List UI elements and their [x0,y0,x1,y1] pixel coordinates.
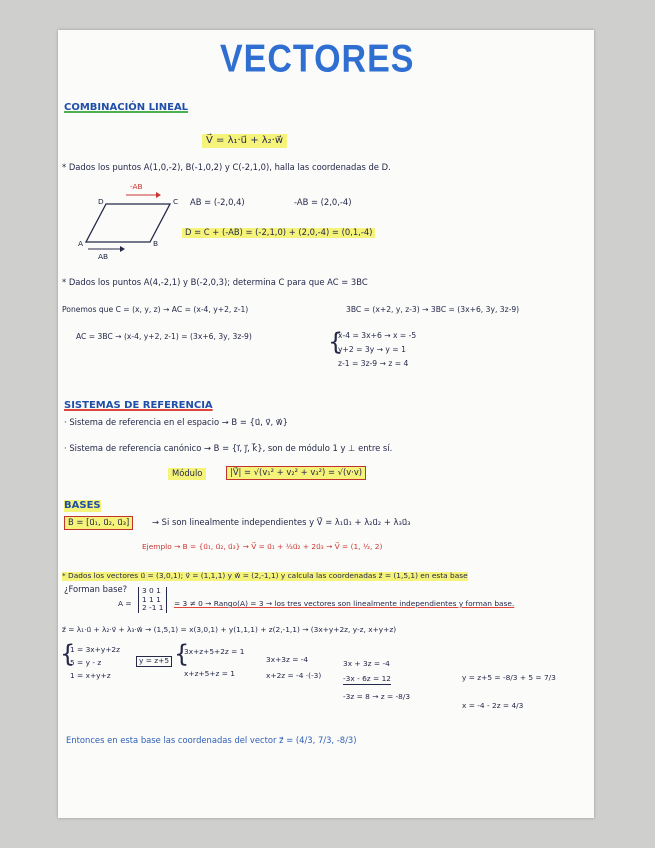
matrix-row-3: 2 -1 1 [142,603,164,613]
matrix-row-1: 3 0 1 [142,586,161,595]
bases-final: Entonces en esta base las coordenadas del vector z⃗ = (4/3, 7/3, -8/3) [66,735,357,745]
ex1-statement: * Dados los puntos A(1,0,-2), B(-1,0,2) y C(-2,1,0), halla las coordenadas de D. [62,162,391,172]
matrix-result: = 3 ≠ 0 → Rango(A) = 3 → los tres vectores son linealmente independientes y forman base. [174,599,515,608]
matrix-row-2: 1 1 1 [142,594,161,604]
bases-combo: z⃗ = λ₁·u⃗ + λ₂·v⃗ + λ₃·w⃗ → (1,5,1) = x(3,0,1) + y(1,1,1) + z(2,-1,1) → (3x+y+2z, y-z, x+y+z) [62,625,397,634]
ex2-line2: AC = 3BC → (x-4, y+2, z-1) = (3x+6, 3y, 3z-9) [76,332,252,341]
bases-d1: 3x+3z = -4 [266,655,309,664]
ex1-neg-ab: -AB = (2,0,-4) [294,197,352,207]
bases-s1: 1 = 3x+y+2z [70,645,121,654]
bases-system-brace: { [60,640,76,668]
bases-example: Ejemplo → B = {u⃗₁, u⃗₂, u⃗₃} → V⃗ = u⃗₁ + ½u⃗₂ + 2u⃗₃ → V⃗ = (1, ½, 2) [142,542,383,551]
sistemas-line1: · Sistema de referencia en el espacio → B = {u⃗, v⃗, w⃗} [64,417,288,427]
bases-definition: B = [u⃗₁, u⃗₂, u⃗₃] [64,516,133,530]
label-point-d: D [98,197,104,206]
label-point-b: B [153,239,159,248]
bases-ex-statement: * Dados los vectores u⃗ = (3,0,1); v⃗ = (1,1,1) y w⃗ = (2,-1,1) y calcula las coordenadas z⃗ = (1,5,1) en esta base [62,571,468,580]
label-point-a: A [78,239,84,248]
label-neg-ab-top: -AB [130,182,143,191]
ex2-line1: Ponemos que C = (x, y, z) → AC = (x-4, y+2, z-1) [62,305,249,314]
parallelogram-shape [86,204,170,242]
bases-c2: x+z+5+z = 1 [184,669,236,678]
section-sistemas-referencia: SISTEMAS DE REFERENCIA [64,400,213,411]
notebook-page [58,30,594,818]
matrix-prefix: A = [118,599,132,608]
neg-ab-arrowhead [156,192,161,198]
bases-question: ¿Forman base? [64,584,128,594]
label-point-c: C [173,197,179,206]
bases-r2: x = -4 - 2z = 4/3 [462,701,524,710]
bases-d2: x+2z = -4 ·(-3) [266,671,322,680]
modulo-label: Módulo [168,468,206,480]
bases-sub-y: y = z+5 [136,656,172,667]
ex2-sys2: y+2 = 3y → y = 1 [338,345,406,354]
bases-s2: 5 = y - z [70,658,102,667]
label-ab-bottom: AB [98,252,109,261]
matrix-determinant [138,587,167,613]
section-bases: BASES [64,500,101,511]
modulo-formula: |V⃗| = √(v₁² + v₂² + v₃²) = √(v·v) [226,466,366,480]
bases-r1: y = z+5 = -8/3 + 5 = 7/3 [462,673,556,682]
bases-subsystem-brace: { [174,640,190,668]
ex2-sys3: z-1 = 3z-9 → z = 4 [338,359,409,368]
formula-linear-combination: V⃗ = λ₁·u⃗ + λ₂·w⃗ [202,134,287,148]
ex2-sys1: x-4 = 3x+6 → x = -5 [338,331,417,340]
bases-s3: 1 = x+y+z [70,671,111,680]
ex1-ab-vector: AB = (-2,0,4) [190,197,245,207]
bases-e3: -3z = 8 → z = -8/3 [343,692,411,701]
bases-e1: 3x + 3z = -4 [343,659,390,668]
bases-c1: 3x+z+5+2z = 1 [184,647,245,656]
ab-arrowhead [120,246,125,252]
page-title: VECTORES [220,37,415,81]
ex2-line1b: 3BC = (x+2, y, z-3) → 3BC = (3x+6, 3y, 3z-9) [346,305,520,314]
ex1-d-result: D = C + (-AB) = (-2,1,0) + (2,0,-4) = (0,1,-4) [182,228,375,238]
section-combinacion-lineal: COMBINACIÓN LINEAL [64,102,189,113]
ex2-system-brace: { [328,328,344,356]
sistemas-line2: · Sistema de referencia canónico → B = {i⃗, j⃗, k⃗}, son de módulo 1 y ⊥ entre sí. [64,443,393,453]
ex2-statement: * Dados los puntos A(4,-2,1) y B(-2,0,3); determina C para que AC = 3BC [62,277,368,287]
bases-definition-rest: → Si son linealmente independientes y V⃗ = λ₁u⃗₁ + λ₂u⃗₂ + λ₃u⃗₃ [152,517,411,527]
bases-e2: -3x - 6z = 12 [343,674,391,683]
